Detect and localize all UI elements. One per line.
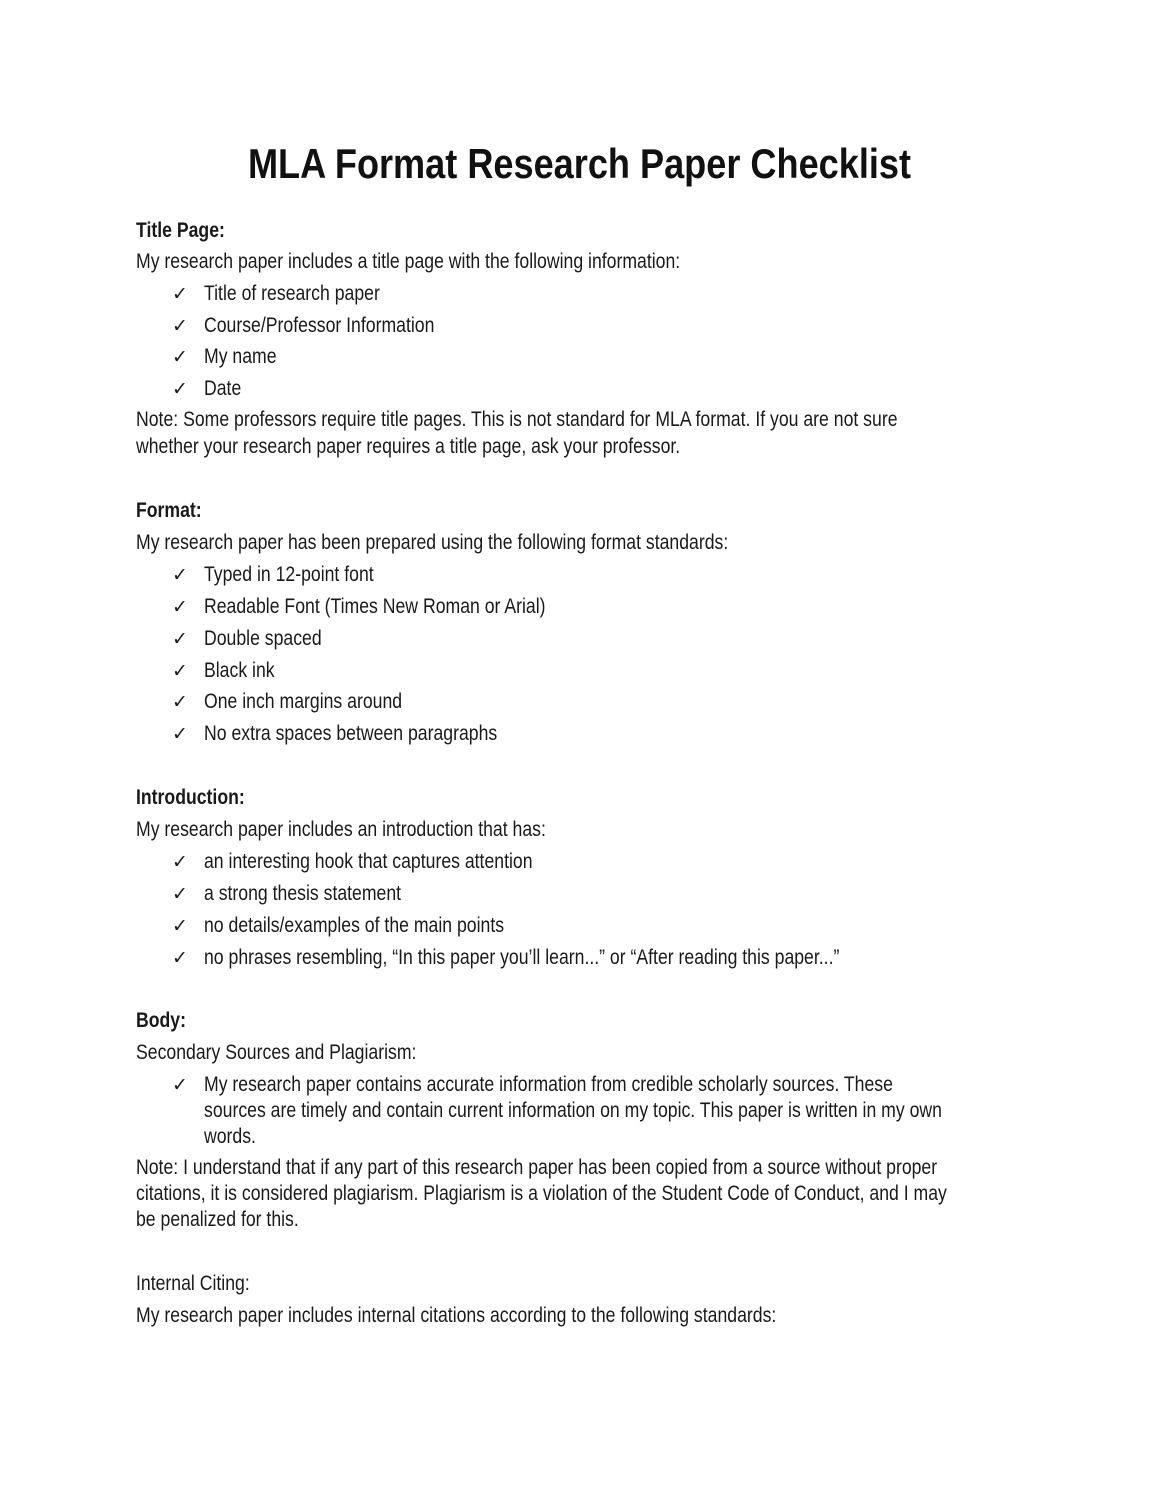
check-icon: ✓: [172, 723, 188, 745]
list-item: Title of research paper: [204, 282, 380, 305]
page-title: MLA Format Research Paper Checklist: [247, 140, 912, 187]
check-icon: ✓: [172, 1074, 188, 1096]
check-icon: ✓: [172, 660, 188, 682]
list-item: Black ink: [204, 659, 275, 682]
list-item: One inch margins around: [204, 690, 403, 713]
note-line: be penalized for this.: [136, 1208, 299, 1231]
section-heading-body: Body:: [136, 1009, 186, 1032]
check-icon: ✓: [172, 883, 188, 905]
list-item: Readable Font (Times New Roman or Arial): [204, 595, 546, 618]
check-icon: ✓: [172, 564, 188, 586]
list-item: an interesting hook that captures attention: [204, 850, 533, 873]
section-heading-title-page: Title Page:: [136, 219, 225, 242]
check-icon: ✓: [172, 691, 188, 713]
list-item-line: My research paper contains accurate information from credible scholarly sources. These: [204, 1073, 893, 1096]
note-line: Note: Some professors require title pages. This is not standard for MLA format. If you are not sure: [136, 408, 898, 431]
section-intro: My research paper includes internal citations according to the following standards:: [136, 1304, 777, 1327]
list-item: My name: [204, 345, 277, 368]
list-item: no phrases resembling, “In this paper you’ll learn...” or “After reading this paper...”: [204, 946, 840, 969]
list-item-line: sources are timely and contain current information on my topic. This paper is written in my own: [204, 1099, 942, 1122]
list-item: Double spaced: [204, 627, 322, 650]
list-item: Course/Professor Information: [204, 314, 435, 337]
check-icon: ✓: [172, 346, 188, 368]
check-icon: ✓: [172, 947, 188, 969]
list-item-line: words.: [204, 1125, 256, 1148]
check-icon: ✓: [172, 851, 188, 873]
check-icon: ✓: [172, 915, 188, 937]
note-line: citations, it is considered plagiarism. Plagiarism is a violation of the Student Code of Conduct, and I may: [136, 1182, 947, 1205]
list-item: Date: [204, 377, 242, 400]
section-intro: My research paper includes an introduction that has:: [136, 818, 546, 841]
note-line: whether your research paper requires a title page, ask your professor.: [136, 435, 681, 458]
list-item: no details/examples of the main points: [204, 914, 505, 937]
check-icon: ✓: [172, 378, 188, 400]
check-icon: ✓: [172, 596, 188, 618]
section-intro: My research paper has been prepared using the following format standards:: [136, 531, 729, 554]
check-icon: ✓: [172, 283, 188, 305]
section-heading-introduction: Introduction:: [136, 786, 245, 809]
list-item: Typed in 12-point font: [204, 563, 374, 586]
note-line: Note: I understand that if any part of this research paper has been copied from a source without proper: [136, 1156, 938, 1179]
check-icon: ✓: [172, 315, 188, 337]
list-item: No extra spaces between paragraphs: [204, 722, 498, 745]
section-heading-format: Format:: [136, 499, 202, 522]
section-intro: My research paper includes a title page with the following information:: [136, 250, 681, 273]
subheading: Secondary Sources and Plagiarism:: [136, 1041, 417, 1064]
list-item: a strong thesis statement: [204, 882, 402, 905]
subheading: Internal Citing:: [136, 1272, 250, 1295]
check-icon: ✓: [172, 628, 188, 650]
